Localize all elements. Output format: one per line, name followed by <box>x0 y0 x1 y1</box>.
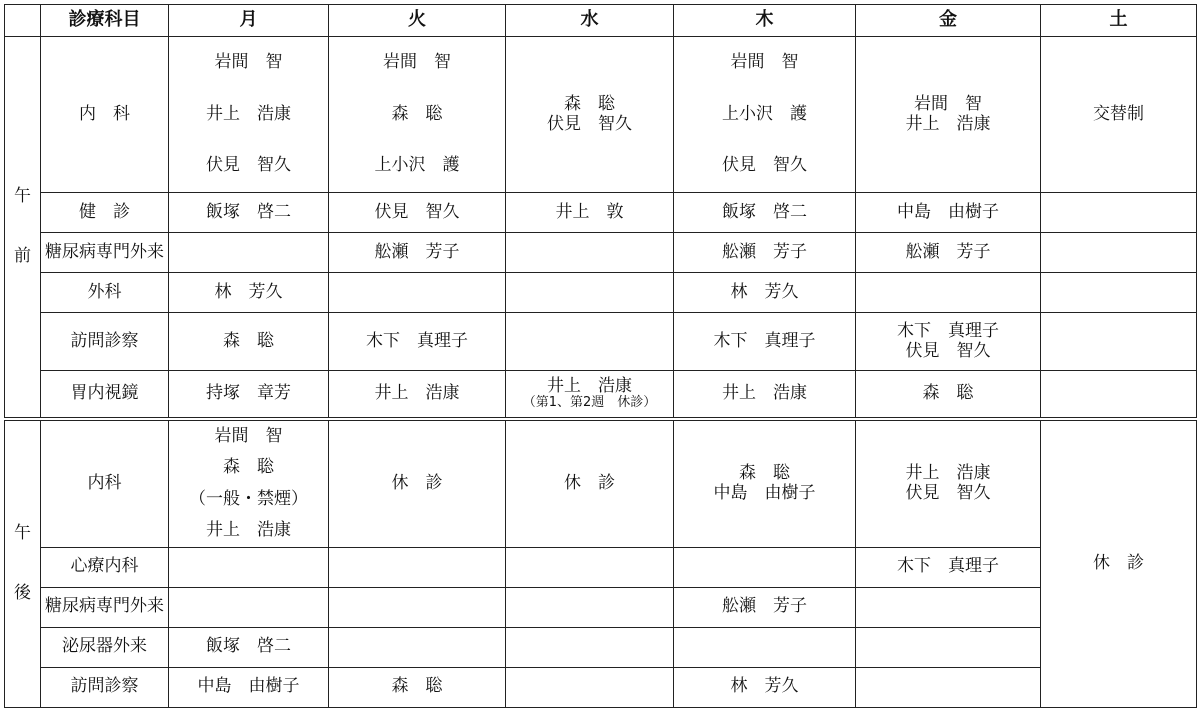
schedule-cell <box>674 667 856 707</box>
doctor-name: （一般・禁煙） <box>189 488 308 509</box>
schedule-cell <box>674 233 856 273</box>
afternoon-label <box>5 419 41 708</box>
period-label-top: 午 <box>14 523 31 544</box>
schedule-cell <box>329 37 506 193</box>
header-day-fri: 金 <box>856 5 1041 37</box>
schedule-cell <box>674 419 856 548</box>
schedule-cell <box>169 273 329 313</box>
schedule-cell <box>1041 371 1197 419</box>
schedule-cell <box>1041 193 1197 233</box>
doctor-name: 森 聡 <box>391 103 443 124</box>
schedule-cell <box>169 587 329 627</box>
schedule-cell <box>506 547 674 587</box>
department-name: 泌尿器外来 <box>41 627 169 667</box>
morning-row <box>5 313 1197 371</box>
schedule-cell <box>506 37 674 193</box>
doctor-name: 岩間 智 <box>214 52 283 73</box>
schedule-cell <box>674 587 856 627</box>
doctor-name: 林 芳久 <box>730 281 799 302</box>
afternoon-row <box>5 587 1197 627</box>
schedule-cell <box>506 233 674 273</box>
department-name: 訪問診察 <box>41 313 169 371</box>
doctor-name: 伏見 智久 <box>547 113 632 134</box>
doctor-name: 森 聡 <box>922 382 974 403</box>
schedule-cell <box>856 587 1041 627</box>
afternoon-row <box>5 419 1197 548</box>
schedule-cell <box>856 193 1041 233</box>
schedule-cell <box>329 193 506 233</box>
period-label-bottom: 後 <box>14 582 31 603</box>
doctor-name: 木下 真理子 <box>897 320 999 341</box>
doctor-name: 伏見 智久 <box>374 201 460 222</box>
schedule-cell <box>674 37 856 193</box>
morning-row <box>5 273 1197 313</box>
doctor-name: 井上 敦 <box>555 201 624 222</box>
doctor-name: 井上 浩康 <box>722 382 807 403</box>
afternoon-row <box>5 627 1197 667</box>
schedule-cell <box>506 273 674 313</box>
schedule-cell <box>169 547 329 587</box>
schedule-cell <box>169 419 329 548</box>
schedule-cell <box>169 667 329 707</box>
doctor-name: 井上 浩康 <box>206 520 291 541</box>
doctor-name: 伏見 智久 <box>905 482 991 503</box>
header-day-sat: 土 <box>1041 5 1197 37</box>
afternoon-row <box>5 667 1197 707</box>
schedule-cell <box>1041 233 1197 273</box>
schedule-cell <box>1041 313 1197 371</box>
schedule-cell <box>856 371 1041 419</box>
doctor-name: 森 聡 <box>739 463 790 484</box>
doctor-name: 舩瀬 芳子 <box>374 241 460 262</box>
schedule-cell <box>856 233 1041 273</box>
doctor-name: 舩瀬 芳子 <box>905 241 991 262</box>
morning-row <box>5 193 1197 233</box>
schedule-cell <box>329 371 506 419</box>
doctor-name: 木下 真理子 <box>366 330 468 351</box>
schedule-cell <box>169 313 329 371</box>
doctor-name: 岩間 智 <box>730 52 799 73</box>
morning-label <box>5 37 41 419</box>
schedule-cell <box>169 233 329 273</box>
department-name: 訪問診察 <box>41 667 169 707</box>
doctor-name: 舩瀬 芳子 <box>722 596 807 617</box>
schedule-cell <box>856 313 1041 371</box>
doctor-name: 林 芳久 <box>214 281 283 302</box>
department-name: 外科 <box>41 273 169 313</box>
schedule-cell <box>674 193 856 233</box>
doctor-name: 飯塚 啓二 <box>206 201 291 222</box>
schedule-cell <box>674 371 856 419</box>
department-name: 糖尿病専門外来 <box>41 587 169 627</box>
schedule-cell <box>856 37 1041 193</box>
schedule-cell <box>169 193 329 233</box>
doctor-name: 伏見 智久 <box>722 155 807 176</box>
doctor-name: 井上 浩康 <box>206 103 291 124</box>
doctor-name: 伏見 智久 <box>905 340 991 361</box>
header-day-tue: 火 <box>329 5 506 37</box>
doctor-name: 岩間 智 <box>214 425 283 446</box>
doctor-name: 井上 浩康 <box>905 463 991 484</box>
department-name: 内科 <box>41 419 169 548</box>
schedule-cell <box>169 37 329 193</box>
saturday-afternoon-closed: 休 診 <box>1041 419 1197 708</box>
clinic-schedule-table <box>4 4 1197 708</box>
schedule-cell <box>856 667 1041 707</box>
schedule-cell <box>1041 37 1197 193</box>
schedule-cell <box>329 587 506 627</box>
schedule-cell <box>329 273 506 313</box>
header-day-mon: 月 <box>169 5 329 37</box>
morning-row <box>5 371 1197 419</box>
doctor-name: 持塚 章芳 <box>206 382 291 403</box>
schedule-cell <box>329 627 506 667</box>
schedule-cell <box>506 371 674 419</box>
schedule-cell <box>506 667 674 707</box>
doctor-name: 飯塚 啓二 <box>206 636 291 657</box>
morning-row <box>5 37 1197 193</box>
doctor-name: 森 聡 <box>564 93 615 114</box>
schedule-cell <box>329 667 506 707</box>
doctor-name: 伏見 智久 <box>206 155 291 176</box>
doctor-name: 休 診 <box>391 472 443 493</box>
doctor-name: 林 芳久 <box>730 676 799 697</box>
header-row <box>5 5 1197 37</box>
schedule-cell <box>856 419 1041 548</box>
department-name: 胃内視鏡 <box>41 371 169 419</box>
schedule-cell <box>1041 273 1197 313</box>
morning-row <box>5 233 1197 273</box>
schedule-cell <box>674 273 856 313</box>
period-label-bottom: 前 <box>14 245 31 266</box>
doctor-name: 森 聡 <box>391 676 443 697</box>
doctor-name: 中島 由樹子 <box>197 676 300 697</box>
department-name: 心療内科 <box>41 547 169 587</box>
schedule-cell <box>329 419 506 548</box>
schedule-cell <box>506 313 674 371</box>
header-corner <box>5 5 41 37</box>
doctor-name: 休 診 <box>564 472 615 493</box>
doctor-name: 木下 真理子 <box>713 330 816 351</box>
header-day-thu: 木 <box>674 5 856 37</box>
doctor-name: 森 聡 <box>223 330 274 351</box>
doctor-name: 岩間 智 <box>914 93 982 114</box>
doctor-name: （第1、第2週 休診） <box>522 395 657 411</box>
schedule-cell <box>169 627 329 667</box>
doctor-name: 井上 浩康 <box>905 113 991 134</box>
header-day-wed: 水 <box>506 5 674 37</box>
doctor-name: 飯塚 啓二 <box>722 201 807 222</box>
schedule-cell <box>329 313 506 371</box>
doctor-name: 井上 浩康 <box>374 382 460 403</box>
schedule-cell <box>329 547 506 587</box>
doctor-name: 岩間 智 <box>383 52 451 73</box>
afternoon-row <box>5 547 1197 587</box>
schedule-cell <box>329 233 506 273</box>
doctor-name: 上小沢 護 <box>722 103 807 124</box>
schedule-cell <box>506 587 674 627</box>
schedule-cell <box>856 627 1041 667</box>
schedule-cell <box>169 371 329 419</box>
schedule-cell <box>674 547 856 587</box>
schedule-cell <box>506 193 674 233</box>
doctor-name: 中島 由樹子 <box>713 482 816 503</box>
schedule-cell <box>856 273 1041 313</box>
doctor-name: 交替制 <box>1093 103 1144 124</box>
period-label-top: 午 <box>14 186 31 207</box>
schedule-cell <box>506 627 674 667</box>
doctor-name: 森 聡 <box>223 457 274 478</box>
doctor-name: 井上 浩康 <box>547 375 632 396</box>
schedule-cell <box>506 419 674 548</box>
schedule-cell <box>674 627 856 667</box>
department-name: 糖尿病専門外来 <box>41 233 169 273</box>
schedule-cell <box>674 313 856 371</box>
doctor-name: 木下 真理子 <box>897 556 999 577</box>
schedule-cell <box>856 547 1041 587</box>
doctor-name: 中島 由樹子 <box>897 201 999 222</box>
department-name: 内 科 <box>41 37 169 193</box>
department-name: 健 診 <box>41 193 169 233</box>
doctor-name: 舩瀬 芳子 <box>722 241 807 262</box>
doctor-name: 上小沢 護 <box>374 155 460 176</box>
header-dept-label: 診療科目 <box>41 5 169 37</box>
